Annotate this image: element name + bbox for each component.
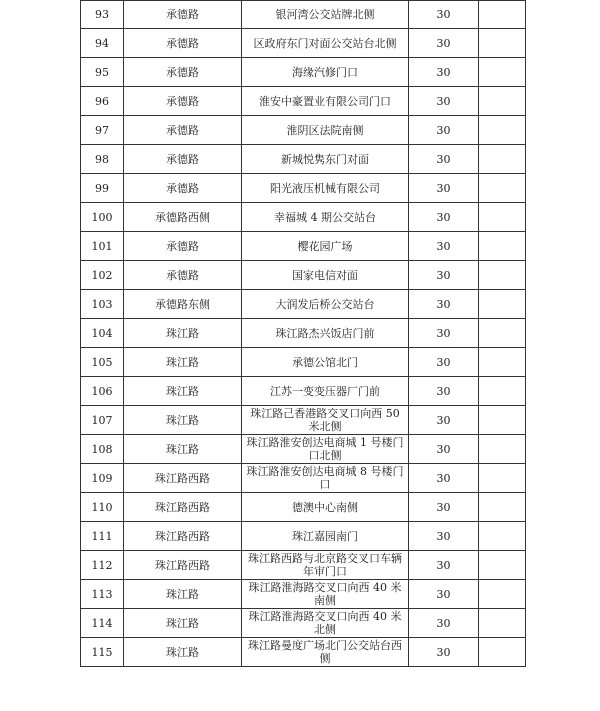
speed-limit-cell: 30 bbox=[409, 58, 479, 87]
table-row bbox=[81, 203, 526, 232]
location-cell: 淮阴区法院南侧 bbox=[242, 116, 409, 145]
document-page bbox=[80, 0, 525, 667]
road-name-cell: 珠江路 bbox=[124, 377, 242, 406]
location-cell: 江苏一变变压器厂门前 bbox=[242, 377, 409, 406]
road-name-cell: 承德路 bbox=[124, 232, 242, 261]
road-name-cell: 承德路西侧 bbox=[124, 203, 242, 232]
note-cell bbox=[479, 145, 526, 174]
row-number-cell: 115 bbox=[81, 638, 124, 667]
location-cell: 国家电信对面 bbox=[242, 261, 409, 290]
row-number-cell: 94 bbox=[81, 29, 124, 58]
note-cell bbox=[479, 290, 526, 319]
note-cell bbox=[479, 435, 526, 464]
row-number-cell: 113 bbox=[81, 580, 124, 609]
row-number-cell: 109 bbox=[81, 464, 124, 493]
note-cell bbox=[479, 116, 526, 145]
speed-limit-cell: 30 bbox=[409, 551, 479, 580]
speed-limit-cell: 30 bbox=[409, 29, 479, 58]
speed-limit-cell: 30 bbox=[409, 638, 479, 667]
note-cell bbox=[479, 58, 526, 87]
note-cell bbox=[479, 377, 526, 406]
row-number-cell: 112 bbox=[81, 551, 124, 580]
location-cell: 珠江路淮安创达电商城 1 号楼门口北侧 bbox=[242, 435, 409, 464]
speed-limit-cell: 30 bbox=[409, 232, 479, 261]
location-cell: 珠江路己香港路交叉口向西 50 米北侧 bbox=[242, 406, 409, 435]
location-cell: 珠江路西路与北京路交叉口车辆年审门口 bbox=[242, 551, 409, 580]
road-name-cell: 珠江路 bbox=[124, 638, 242, 667]
location-cell: 珠江嘉园南门 bbox=[242, 522, 409, 551]
note-cell bbox=[479, 1, 526, 29]
table-row bbox=[81, 522, 526, 551]
location-cell: 珠江路淮海路交叉口向西 40 米南侧 bbox=[242, 580, 409, 609]
road-name-cell: 珠江路 bbox=[124, 406, 242, 435]
table-row bbox=[81, 551, 526, 580]
table-row bbox=[81, 638, 526, 667]
location-cell: 淮安中豪置业有限公司门口 bbox=[242, 87, 409, 116]
speed-limit-table bbox=[80, 0, 526, 667]
row-number-cell: 104 bbox=[81, 319, 124, 348]
road-name-cell: 珠江路 bbox=[124, 609, 242, 638]
speed-limit-cell: 30 bbox=[409, 435, 479, 464]
row-number-cell: 108 bbox=[81, 435, 124, 464]
speed-limit-cell: 30 bbox=[409, 377, 479, 406]
speed-limit-cell: 30 bbox=[409, 522, 479, 551]
row-number-cell: 105 bbox=[81, 348, 124, 377]
row-number-cell: 107 bbox=[81, 406, 124, 435]
speed-limit-cell: 30 bbox=[409, 319, 479, 348]
road-name-cell: 珠江路 bbox=[124, 348, 242, 377]
road-name-cell: 承德路 bbox=[124, 58, 242, 87]
table-row bbox=[81, 261, 526, 290]
road-name-cell: 珠江路西路 bbox=[124, 493, 242, 522]
note-cell bbox=[479, 464, 526, 493]
note-cell bbox=[479, 522, 526, 551]
row-number-cell: 102 bbox=[81, 261, 124, 290]
location-cell: 大润发后桥公交站台 bbox=[242, 290, 409, 319]
note-cell bbox=[479, 609, 526, 638]
note-cell bbox=[479, 406, 526, 435]
speed-limit-cell: 30 bbox=[409, 203, 479, 232]
row-number-cell: 93 bbox=[81, 1, 124, 29]
note-cell bbox=[479, 551, 526, 580]
road-name-cell: 珠江路 bbox=[124, 319, 242, 348]
road-name-cell: 珠江路 bbox=[124, 580, 242, 609]
location-cell: 阳光液压机械有限公司 bbox=[242, 174, 409, 203]
speed-limit-cell: 30 bbox=[409, 145, 479, 174]
table-row bbox=[81, 87, 526, 116]
row-number-cell: 96 bbox=[81, 87, 124, 116]
note-cell bbox=[479, 29, 526, 58]
road-name-cell: 承德路 bbox=[124, 29, 242, 58]
table-row bbox=[81, 29, 526, 58]
road-name-cell: 珠江路西路 bbox=[124, 551, 242, 580]
speed-limit-cell: 30 bbox=[409, 116, 479, 145]
row-number-cell: 98 bbox=[81, 145, 124, 174]
row-number-cell: 99 bbox=[81, 174, 124, 203]
location-cell: 海缘汽修门口 bbox=[242, 58, 409, 87]
table-row bbox=[81, 145, 526, 174]
table-row bbox=[81, 116, 526, 145]
location-cell: 珠江路淮安创达电商城 8 号楼门口 bbox=[242, 464, 409, 493]
table-row bbox=[81, 406, 526, 435]
table-body bbox=[81, 1, 526, 667]
road-name-cell: 珠江路西路 bbox=[124, 464, 242, 493]
note-cell bbox=[479, 493, 526, 522]
location-cell: 珠江路曼度广场北门公交站台西侧 bbox=[242, 638, 409, 667]
note-cell bbox=[479, 87, 526, 116]
table-row bbox=[81, 464, 526, 493]
speed-limit-cell: 30 bbox=[409, 493, 479, 522]
row-number-cell: 110 bbox=[81, 493, 124, 522]
table-row bbox=[81, 232, 526, 261]
note-cell bbox=[479, 174, 526, 203]
table-row bbox=[81, 493, 526, 522]
note-cell bbox=[479, 232, 526, 261]
row-number-cell: 101 bbox=[81, 232, 124, 261]
row-number-cell: 114 bbox=[81, 609, 124, 638]
speed-limit-cell: 30 bbox=[409, 406, 479, 435]
road-name-cell: 承德路东侧 bbox=[124, 290, 242, 319]
speed-limit-cell: 30 bbox=[409, 290, 479, 319]
table-row bbox=[81, 174, 526, 203]
location-cell: 银河湾公交站牌北侧 bbox=[242, 1, 409, 29]
note-cell bbox=[479, 319, 526, 348]
location-cell: 新城悦隽东门对面 bbox=[242, 145, 409, 174]
table-row bbox=[81, 319, 526, 348]
note-cell bbox=[479, 638, 526, 667]
table-row bbox=[81, 580, 526, 609]
speed-limit-cell: 30 bbox=[409, 348, 479, 377]
note-cell bbox=[479, 348, 526, 377]
road-name-cell: 承德路 bbox=[124, 261, 242, 290]
row-number-cell: 111 bbox=[81, 522, 124, 551]
location-cell: 珠江路杰兴饭店门前 bbox=[242, 319, 409, 348]
row-number-cell: 95 bbox=[81, 58, 124, 87]
speed-limit-cell: 30 bbox=[409, 261, 479, 290]
table-row bbox=[81, 609, 526, 638]
speed-limit-cell: 30 bbox=[409, 464, 479, 493]
location-cell: 区政府东门对面公交站台北侧 bbox=[242, 29, 409, 58]
speed-limit-cell: 30 bbox=[409, 87, 479, 116]
road-name-cell: 承德路 bbox=[124, 1, 242, 29]
location-cell: 樱花园广场 bbox=[242, 232, 409, 261]
table-row bbox=[81, 377, 526, 406]
table-row bbox=[81, 348, 526, 377]
speed-limit-cell: 30 bbox=[409, 1, 479, 29]
location-cell: 幸福城 4 期公交站台 bbox=[242, 203, 409, 232]
road-name-cell: 承德路 bbox=[124, 145, 242, 174]
row-number-cell: 97 bbox=[81, 116, 124, 145]
speed-limit-cell: 30 bbox=[409, 609, 479, 638]
table-row bbox=[81, 1, 526, 29]
speed-limit-cell: 30 bbox=[409, 174, 479, 203]
road-name-cell: 承德路 bbox=[124, 174, 242, 203]
location-cell: 德澳中心南侧 bbox=[242, 493, 409, 522]
speed-limit-cell: 30 bbox=[409, 580, 479, 609]
row-number-cell: 100 bbox=[81, 203, 124, 232]
table-row bbox=[81, 290, 526, 319]
road-name-cell: 承德路 bbox=[124, 87, 242, 116]
note-cell bbox=[479, 261, 526, 290]
road-name-cell: 珠江路 bbox=[124, 435, 242, 464]
road-name-cell: 承德路 bbox=[124, 116, 242, 145]
table-row bbox=[81, 435, 526, 464]
location-cell: 承德公馆北门 bbox=[242, 348, 409, 377]
note-cell bbox=[479, 580, 526, 609]
table-row bbox=[81, 58, 526, 87]
note-cell bbox=[479, 203, 526, 232]
location-cell: 珠江路淮海路交叉口向西 40 米北侧 bbox=[242, 609, 409, 638]
road-name-cell: 珠江路西路 bbox=[124, 522, 242, 551]
row-number-cell: 106 bbox=[81, 377, 124, 406]
row-number-cell: 103 bbox=[81, 290, 124, 319]
